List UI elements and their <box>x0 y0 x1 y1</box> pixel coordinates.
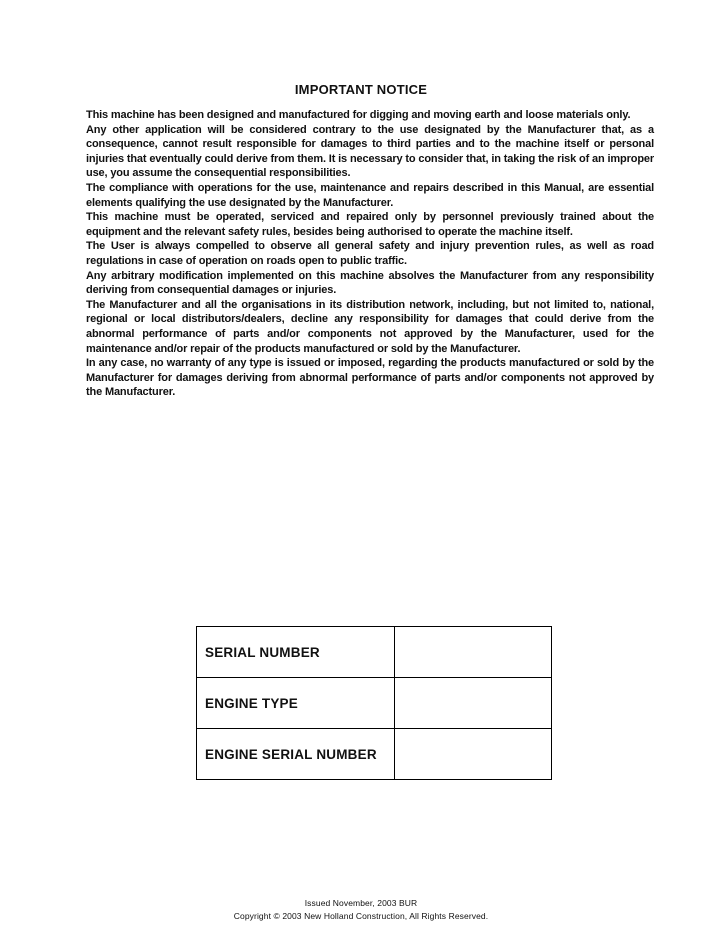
notice-paragraph: This machine must be operated, serviced and repaired only by personnel previously trained about the equipment and the relevant safety rules, besides being authorised to operate the machine itself. <box>86 211 654 238</box>
table-row <box>197 678 552 729</box>
engine-type-value <box>395 678 552 729</box>
copyright-notice: Copyright © 2003 New Holland Construction, All Rights Reserved. <box>233 911 489 921</box>
notice-title: IMPORTANT NOTICE <box>294 82 428 97</box>
serial-number-value <box>395 627 552 678</box>
notice-paragraph: Any other application will be considered contrary to the use designated by the Manufacturer that, as a consequence, cannot result responsible for damages to third parties and to the machine itself or personal injuries that eventually could derive from them. It is necessary to consider that, in taking the risk of an improper use, you assume the consequential responsibilities. <box>86 123 654 180</box>
notice-paragraph: The compliance with operations for the use, maintenance and repairs described in this Manual, are essential elements qualifying the use designated by the Manufacturer. <box>86 181 654 209</box>
serial-number-label: SERIAL NUMBER <box>197 627 395 678</box>
engine-serial-number-value <box>395 729 552 780</box>
table-row <box>197 627 552 678</box>
table-row <box>197 729 552 780</box>
page-footer <box>0 897 722 923</box>
machine-id-table <box>196 626 552 780</box>
issue-date: Issued November, 2003 BUR <box>304 898 418 908</box>
engine-serial-number-label: ENGINE SERIAL NUMBER <box>197 729 395 780</box>
notice-paragraph: The User is always compelled to observe all general safety and injury prevention rules, as well as road regulations in case of operation on roads open to public traffic. <box>86 240 654 267</box>
notice-paragraph: In any case, no warranty of any type is issued or imposed, regarding the products manufactured or sold by the Manufacturer for damages deriving from abnormal performance of parts and/or components not approved by the Manufacturer. <box>86 357 654 399</box>
notice-body <box>86 108 654 400</box>
notice-paragraph: This machine has been designed and manufactured for digging and moving earth and loose materials only. <box>86 109 631 121</box>
engine-type-label: ENGINE TYPE <box>197 678 395 729</box>
notice-paragraph: Any arbitrary modification implemented on this machine absolves the Manufacturer from any responsibility deriving from consequential damages or injuries. <box>86 269 654 297</box>
notice-paragraph: The Manufacturer and all the organisations in its distribution network, including, but not limited to, national, regional or local distributors/dealers, decline any responsibility for damages that could derive from the abnormal performance of parts and/or components not approved by the Manufacturer, used for the maintenance and/or repair of the products manufactured or sold by the Manufacturer. <box>86 298 654 355</box>
